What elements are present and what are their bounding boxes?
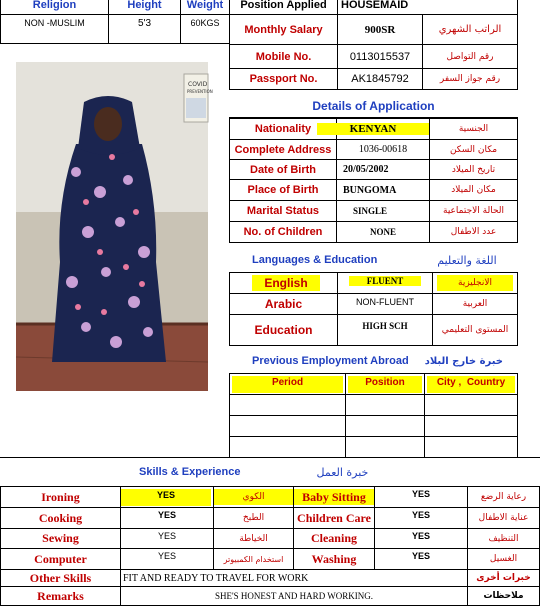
skill-childrencare-label: Children Care bbox=[293, 507, 375, 529]
employment-position-header: Position bbox=[348, 376, 422, 393]
dob-arabic: تاريخ الميلاد bbox=[429, 159, 518, 180]
mobile-label: Mobile No. bbox=[229, 44, 338, 69]
address-value: 1036-00618 bbox=[336, 139, 430, 160]
languages-heading-row bbox=[229, 248, 518, 272]
skill-cooking-value: YES bbox=[120, 507, 214, 529]
skill-computer-label: Computer bbox=[0, 548, 121, 570]
employment-row-2-period bbox=[229, 415, 346, 437]
employment-row-2-position bbox=[345, 415, 425, 437]
covid-sign-line2: PREVENTION bbox=[187, 89, 213, 94]
employment-row-2-city bbox=[424, 415, 518, 437]
applicant-photo-image bbox=[16, 62, 213, 391]
skill-washing-arabic: الغسيل bbox=[467, 548, 540, 570]
employment-row-3-period bbox=[229, 436, 346, 458]
dob-label: Date of Birth bbox=[229, 159, 337, 180]
languages-heading-arabic: اللغة والتعليم bbox=[437, 253, 497, 267]
nationality-arabic: الجنسية bbox=[429, 118, 518, 140]
position-value: HOUSEMAID bbox=[337, 0, 518, 15]
salary-label: Monthly Salary bbox=[229, 14, 338, 45]
height-header: Height bbox=[108, 0, 181, 15]
employment-period-header: Period bbox=[232, 376, 343, 393]
arabic-label: Arabic bbox=[229, 293, 338, 315]
nationality-value: KENYAN bbox=[317, 123, 429, 135]
remarks-arabic: ملاحظات bbox=[467, 586, 540, 606]
skills-heading-arabic: خبرة العمل bbox=[316, 465, 369, 479]
skill-childrencare-arabic: عناية الاطفال bbox=[467, 507, 540, 529]
education-label: Education bbox=[229, 314, 338, 346]
address-arabic: مكان السكن bbox=[429, 139, 518, 160]
arabic-arabic: العربية bbox=[432, 293, 518, 315]
employment-city-cell bbox=[424, 373, 518, 395]
children-label: No. of Children bbox=[229, 221, 337, 243]
weight-header: Weight bbox=[180, 0, 230, 15]
employment-period-cell bbox=[229, 373, 346, 395]
religion-header: Religion bbox=[0, 0, 109, 15]
skill-childrencare-value: YES bbox=[374, 507, 468, 529]
employment-row-1-position bbox=[345, 394, 425, 416]
mobile-value: 0113015537 bbox=[337, 44, 423, 69]
english-label: English bbox=[252, 275, 320, 291]
other-skills-arabic: خبرات أخرى bbox=[467, 569, 540, 587]
skill-babysitting-value: YES bbox=[374, 486, 468, 508]
passport-value: AK1845792 bbox=[337, 68, 423, 90]
skill-cooking-arabic: الطبخ bbox=[213, 507, 294, 529]
skill-sewing-value: YES bbox=[120, 528, 214, 549]
skill-ironing-label: Ironing bbox=[0, 486, 121, 508]
details-heading: Details of Application bbox=[312, 99, 435, 113]
address-label: Complete Address bbox=[229, 139, 337, 160]
salary-value: 900SR bbox=[337, 14, 423, 45]
pob-arabic: مكان الميلاد bbox=[429, 179, 518, 201]
english-value-cell bbox=[337, 272, 433, 294]
employment-position-cell bbox=[345, 373, 425, 395]
other-skills-value: FIT AND READY TO TRAVEL FOR WORK bbox=[120, 569, 468, 587]
skill-computer-value: YES bbox=[120, 548, 214, 570]
other-skills-label: Other Skills bbox=[0, 569, 121, 587]
passport-arabic: رقم جواز السفر bbox=[422, 68, 518, 90]
english-arabic: الانجليزية bbox=[437, 275, 513, 291]
english-value: FLUENT bbox=[349, 276, 422, 286]
languages-heading: Languages & Education bbox=[252, 254, 378, 266]
employment-heading: Previous Employment Abroad bbox=[252, 355, 409, 367]
employment-heading-arabic: خبرة خارج البلاد bbox=[424, 355, 503, 367]
employment-city-header: City , Country bbox=[427, 376, 515, 393]
covid-sign-line1: COVID bbox=[188, 81, 208, 88]
skill-ironing-arabic-cell bbox=[213, 486, 294, 508]
children-value: NONE bbox=[336, 221, 430, 243]
skill-sewing-label: Sewing bbox=[0, 528, 121, 549]
education-arabic: المستوى التعليمي bbox=[432, 314, 518, 346]
employment-row-1-city bbox=[424, 394, 518, 416]
skill-cleaning-label: Cleaning bbox=[293, 528, 375, 549]
skill-ironing-value-cell bbox=[120, 486, 214, 508]
employment-row-3-city bbox=[424, 436, 518, 458]
arabic-value: NON-FLUENT bbox=[337, 293, 433, 315]
employment-row-1-period bbox=[229, 394, 346, 416]
skill-cooking-label: Cooking bbox=[0, 507, 121, 529]
religion-value: NON -MUSLIM bbox=[0, 14, 109, 44]
position-header: Position Applied bbox=[229, 0, 338, 15]
skills-heading-row bbox=[0, 458, 518, 486]
employment-heading-row bbox=[229, 350, 518, 372]
mobile-arabic: رقم التواصل bbox=[422, 44, 518, 69]
english-label-cell bbox=[229, 272, 338, 294]
nationality-label: Nationality bbox=[229, 118, 337, 140]
skill-computer-arabic: استخدام الكمبيوتر bbox=[213, 548, 294, 570]
marital-arabic: الحالة الاجتماعية bbox=[429, 200, 518, 222]
skills-heading: Skills & Experience bbox=[139, 466, 241, 478]
passport-label: Passport No. bbox=[229, 68, 338, 90]
weight-value: 60KGS bbox=[180, 14, 230, 44]
remarks-value: SHE'S HONEST AND HARD WORKING. bbox=[120, 586, 468, 606]
skill-babysitting-label: Baby Sitting bbox=[294, 489, 374, 505]
marital-label: Marital Status bbox=[229, 200, 337, 222]
skill-washing-value: YES bbox=[374, 548, 468, 570]
marital-value: SINGLE bbox=[336, 200, 430, 222]
applicant-photo bbox=[16, 62, 213, 391]
skill-sewing-arabic: الخياطة bbox=[213, 528, 294, 549]
remarks-label: Remarks bbox=[0, 586, 121, 606]
english-arabic-cell bbox=[432, 272, 518, 294]
salary-arabic: الراتب الشهري bbox=[422, 14, 518, 45]
skill-washing-label: Washing bbox=[293, 548, 375, 570]
skill-cleaning-value: YES bbox=[374, 528, 468, 549]
children-arabic: عدد الاطفال bbox=[429, 221, 518, 243]
height-value: 5'3 bbox=[108, 14, 181, 44]
dob-value: 20/05/2002 bbox=[336, 159, 430, 180]
skill-ironing-arabic: الكوي bbox=[214, 489, 293, 505]
nationality-value-cell bbox=[336, 118, 430, 140]
employment-row-3-position bbox=[345, 436, 425, 458]
pob-value: BUNGOMA bbox=[336, 179, 430, 201]
skill-cleaning-arabic: التنظيف bbox=[467, 528, 540, 549]
skill-babysitting-label-cell bbox=[293, 486, 375, 508]
education-value: HIGH SCH bbox=[337, 314, 433, 346]
skill-babysitting-arabic: رعاية الرضع bbox=[467, 486, 540, 508]
skill-ironing-value: YES bbox=[121, 489, 211, 506]
pob-label: Place of Birth bbox=[229, 179, 337, 201]
